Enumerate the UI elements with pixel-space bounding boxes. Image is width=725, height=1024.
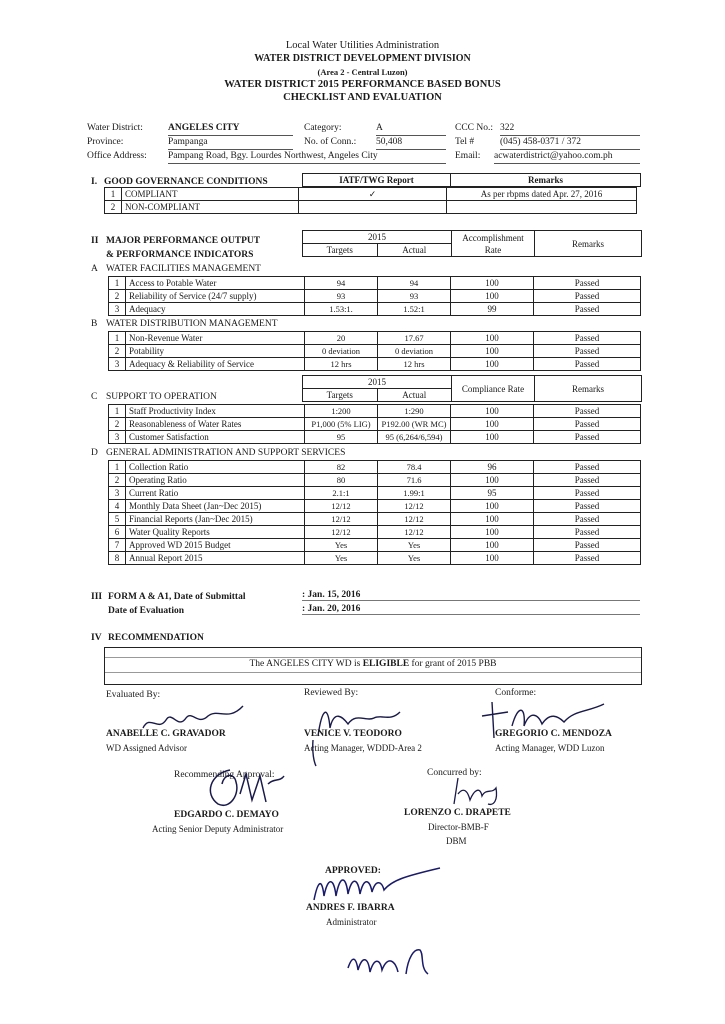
iatf-report-header: IATF/TWG Report [303,174,451,187]
remarks-header: Remarks [451,174,641,187]
rate-value: 100 [451,277,534,290]
governance-remarks: As per rbpms dated Apr. 27, 2016 [447,188,637,201]
rate-value: 100 [451,513,534,526]
rate-value: 100 [451,500,534,513]
section4-number: IV [91,633,102,643]
targets-header: Targets [303,244,378,257]
table-row [109,303,641,316]
target-value: 95 [305,431,378,444]
province-value: Pampanga [168,136,293,150]
recommending-approval-label: Recommending Approval: [174,770,275,780]
indicator-label: Annual Report 2015 [126,552,305,565]
division-name: WATER DISTRICT DEVELOPMENT DIVISION [254,53,471,64]
approved-label: APPROVED: [325,866,381,876]
group-b-title: WATER DISTRIBUTION MANAGEMENT [106,319,278,329]
initials-mark [344,944,434,980]
target-value: 80 [305,474,378,487]
area-name: (Area 2 - Central Luzon) [317,67,408,77]
table-row [109,539,641,552]
section3-number: III [91,592,103,602]
row-number: 3 [109,303,126,316]
table-row [109,418,641,431]
rate-value: 100 [451,431,534,444]
agency-name: Local Water Utilities Administration [285,40,440,51]
table-row [109,431,641,444]
actual-value: 1.99:1 [378,487,451,500]
actual-value: Yes [378,539,451,552]
water-district-value: ANGELES CITY [168,122,293,136]
actual-header: Actual [377,389,452,402]
evaluator-role: WD Assigned Advisor [106,743,187,753]
group-c-table [108,404,641,444]
concurrer-role: Director-BMB-F [428,822,489,832]
conforme-name: GREGORIO C. MENDOZA [495,729,612,739]
concurrer-name: LORENZO C. DRAPETE [404,808,511,818]
ccc-value: 322 [500,122,640,136]
approver-name: ANDRES F. IBARRA [306,903,395,913]
category-label: Category: [304,123,342,133]
year-header: 2015 [303,376,452,389]
remarks-value: Passed [534,277,641,290]
rate-value: 99 [451,303,534,316]
table-row [109,526,641,539]
actual-value: 94 [378,277,451,290]
target-value: Yes [305,552,378,565]
indicator-label: Approved WD 2015 Budget [126,539,305,552]
governance-table [104,173,641,187]
actual-value: 12 hrs [378,358,451,371]
recommendation-title: RECOMMENDATION [108,633,204,643]
actual-value: 0 deviation [378,345,451,358]
tel-label: Tel # [455,137,475,147]
group-d-table [108,460,641,565]
target-value: 0 deviation [305,345,378,358]
connections-label: No. of Conn.: [304,137,357,147]
section1-number: I. [91,177,98,187]
table-row: 2 NON-COMPLIANT [105,201,637,214]
performance-header-table [302,230,642,257]
row-number: 3 [109,431,126,444]
target-value: 82 [305,461,378,474]
table-row [109,474,641,487]
group-d-title: GENERAL ADMINISTRATION AND SUPPORT SERVICES [106,448,346,458]
remarks-value: Passed [534,290,641,303]
group-a-title: WATER FACILITIES MANAGEMENT [106,264,261,274]
compliant-label: COMPLIANT [122,188,299,201]
office-address-value: Pampang Road, Bgy. Lourdes Northwest, Angeles City [168,150,446,164]
rate-value: 100 [451,358,534,371]
remarks-value: Passed [534,431,641,444]
actual-value: 17.67 [378,332,451,345]
remarks-value: Passed [534,513,641,526]
rate-value: 100 [451,332,534,345]
email-value: acwaterdistrict@yahoo.com.ph [494,150,640,164]
group-a-table [108,276,641,316]
indicator-label: Staff Productivity Index [126,405,305,418]
row-number: 6 [109,526,126,539]
actual-value: P192.00 (WR MC) [378,418,451,431]
actual-value: 12/12 [378,526,451,539]
conforme-role: Acting Manager, WDD Luzon [495,743,605,753]
indicator-label: Financial Reports (Jan~Dec 2015) [126,513,305,526]
actual-value: 1:290 [378,405,451,418]
rate-value: 100 [451,539,534,552]
approver-role: Administrator [326,917,377,927]
email-label: Email: [455,151,481,161]
actual-value: 93 [378,290,451,303]
row-number: 1 [109,405,126,418]
actual-value: 95 (6,264/6,594) [378,431,451,444]
recommender-role: Acting Senior Deputy Administrator [152,824,284,834]
accomplishment-rate-header: Accomplishment Rate [452,231,535,257]
submittal-date: : Jan. 15, 2016 [302,590,640,601]
row-number: 2 [109,474,126,487]
recommendation-box [104,647,642,685]
row-number: 2 [109,418,126,431]
table-row [109,461,641,474]
target-value: 1:200 [305,405,378,418]
year-header: 2015 [303,231,452,244]
rate-value: 100 [451,405,534,418]
target-value: 12/12 [305,500,378,513]
indicator-label: Potability [126,345,305,358]
remarks-value: Passed [534,345,641,358]
table-row [109,358,641,371]
row-number: 2 [109,345,126,358]
actual-header: Actual [377,244,452,257]
target-value: 2.1:1 [305,487,378,500]
row-number: 8 [109,552,126,565]
document-title-line1: WATER DISTRICT 2015 PERFORMANCE BASED BONUS [224,79,501,90]
remarks-value: Passed [534,539,641,552]
target-value: 93 [305,290,378,303]
connections-value: 50,408 [376,136,446,150]
group-b-letter: B [91,319,98,329]
actual-value: Yes [378,552,451,565]
row-number: 3 [109,358,126,371]
target-value: 12/12 [305,513,378,526]
reviewed-by-label: Reviewed By: [304,688,359,698]
rate-value: 96 [451,461,534,474]
table-row [109,277,641,290]
indicator-label: Current Ratio [126,487,305,500]
section2-number: II [91,236,99,246]
remarks-value: Passed [534,500,641,513]
rate-value: 95 [451,487,534,500]
rate-value: 100 [451,474,534,487]
rate-value: 100 [451,552,534,565]
check-mark-icon: ✓ [299,188,447,201]
ccc-label: CCC No.: [455,123,494,133]
reviewer-name: VENICE V. TEODORO [304,729,402,739]
table-row [109,500,641,513]
rate-value: 100 [451,526,534,539]
evaluator-name: ANABELLE C. GRAVADOR [106,729,226,739]
document-title-line2: CHECKLIST AND EVALUATION [283,92,442,103]
table-row [109,290,641,303]
indicator-label: Adequacy & Reliability of Service [126,358,305,371]
category-value: A [376,122,446,136]
remarks-value: Passed [534,418,641,431]
actual-value: 1.52:1 [378,303,451,316]
conforme-label: Conforme: [495,688,537,698]
remarks-value: Passed [534,358,641,371]
indicator-label: Monthly Data Sheet (Jan~Dec 2015) [126,500,305,513]
concurred-by-label: Concurred by: [427,768,482,778]
rate-value: 100 [451,418,534,431]
indicator-label: Customer Satisfaction [126,431,305,444]
recommendation-text: The ANGELES CITY WD is ELIGIBLE for grant of 2015 PBB [249,659,497,669]
target-value: 12 hrs [305,358,378,371]
table-row [109,513,641,526]
remarks-value: Passed [534,487,641,500]
row-number: 1 [109,461,126,474]
remarks-header: Remarks [535,231,642,257]
remarks-value: Passed [534,332,641,345]
province-label: Province: [87,137,124,147]
row-number: 1 [109,277,126,290]
group-b-table [108,331,641,371]
row-number: 1 [109,332,126,345]
reviewer-role: Acting Manager, WDDD-Area 2 [304,743,422,753]
target-value: 12/12 [305,526,378,539]
target-value: Yes [305,539,378,552]
section1-title: GOOD GOVERNANCE CONDITIONS [104,177,268,187]
office-address-label: Office Address: [87,151,147,161]
row-number: 2 [109,290,126,303]
support-header-table [302,375,642,402]
group-c-title: SUPPORT TO OPERATION [106,392,217,402]
row-number: 3 [109,487,126,500]
water-district-label: Water District: [87,123,143,133]
table-row [109,332,641,345]
recommender-signature [200,764,290,814]
evaluation-date: : Jan. 20, 2016 [302,604,640,615]
table-row [109,345,641,358]
remarks-value: Passed [534,474,641,487]
indicator-label: Water Quality Reports [126,526,305,539]
indicator-label: Reasonableness of Water Rates [126,418,305,431]
row-number: 4 [109,500,126,513]
remarks-header: Remarks [535,376,642,402]
group-c-letter: C [91,392,98,402]
row-number: 7 [109,539,126,552]
evaluation-label: Date of Evaluation [108,606,184,616]
tel-value: (045) 458-0371 / 372 [500,136,640,150]
target-value: P1,000 (5% LIG) [305,418,378,431]
actual-value: 12/12 [378,500,451,513]
group-a-letter: A [91,264,98,274]
targets-header: Targets [303,389,378,402]
remarks-value: Passed [534,552,641,565]
table-row [109,405,641,418]
concurrer-agency: DBM [446,836,467,846]
district-info [0,0,725,170]
governance-rows [104,187,637,214]
indicator-label: Non-Revenue Water [126,332,305,345]
group-d-letter: D [91,448,98,458]
section2-title-line2: & PERFORMANCE INDICATORS [106,250,254,260]
remarks-value: Passed [534,303,641,316]
indicator-label: Reliability of Service (24/7 supply) [126,290,305,303]
actual-value: 78.4 [378,461,451,474]
recommender-name: EDGARDO C. DEMAYO [174,810,279,820]
target-value: 20 [305,332,378,345]
indicator-label: Operating Ratio [126,474,305,487]
submittal-label: FORM A & A1, Date of Submittal [108,592,246,602]
indicator-label: Collection Ratio [126,461,305,474]
section2-title-line1: MAJOR PERFORMANCE OUTPUT [106,236,261,246]
table-row [109,487,641,500]
table-row [109,552,641,565]
evaluated-by-label: Evaluated By: [106,690,161,700]
approver-signature [308,864,448,908]
actual-value: 71.6 [378,474,451,487]
actual-value: 12/12 [378,513,451,526]
indicator-label: Adequacy [126,303,305,316]
rate-value: 100 [451,290,534,303]
concurrer-signature [448,774,508,810]
non-compliant-label: NON-COMPLIANT [122,201,299,214]
row-number: 5 [109,513,126,526]
table-row: 1 COMPLIANT ✓ As per rbpms dated Apr. 27, 2016 [105,188,637,201]
compliance-rate-header: Compliance Rate [452,376,535,402]
target-value: 1.53:1. [305,303,378,316]
rate-value: 100 [451,345,534,358]
remarks-value: Passed [534,526,641,539]
target-value: 94 [305,277,378,290]
indicator-label: Access to Potable Water [126,277,305,290]
remarks-value: Passed [534,405,641,418]
remarks-value: Passed [534,461,641,474]
